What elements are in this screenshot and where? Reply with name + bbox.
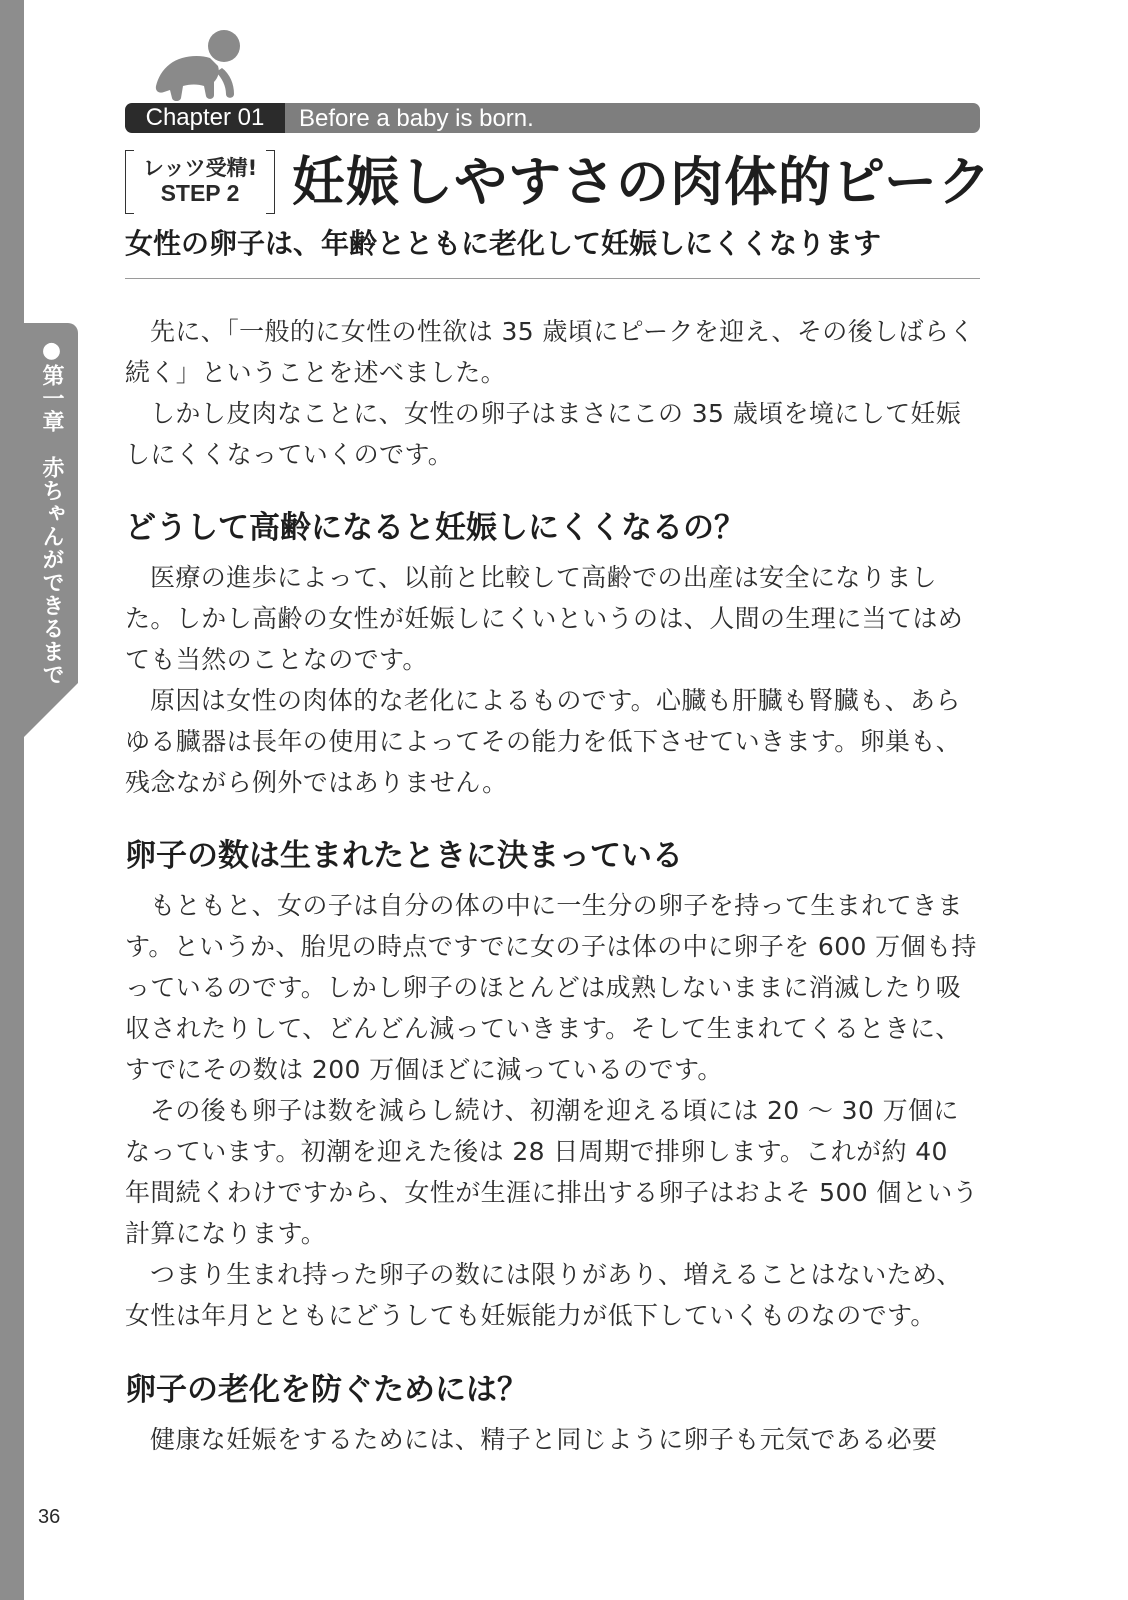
step-label-line1: レッツ受精! bbox=[142, 156, 258, 180]
section-heading-1: どうして高齢になると妊娠しにくくなるの？ bbox=[125, 510, 745, 546]
chapter-subtitle: Before a baby is born. bbox=[299, 105, 534, 132]
step-label bbox=[125, 150, 275, 212]
sidebar-strip bbox=[0, 0, 24, 1600]
chapter-tab-point bbox=[0, 683, 78, 761]
section3-paragraph-1: 健康な妊娠をするためには、精子と同じように卵子も元気である必要 bbox=[150, 1425, 938, 1454]
section2-paragraph-2: その後も卵子は数を減らし続け、初潮を迎える頃には 20 ～ 30 万個になっています。初潮を迎えた後は 28 日周期で排卵します。これが約 40 年間続くわけですから、女性が生涯に排出する卵子はおよそ 500 個という計算になります。 bbox=[125, 1096, 979, 1248]
title-divider bbox=[125, 278, 980, 279]
section1-paragraph-2: 原因は女性の肉体的な老化によるものです。心臓も肝臓も腎臓も、あらゆる臓器は長年の使用によってその能力を低下させていきます。卵巣も、残念ながら例外ではありません。 bbox=[125, 686, 962, 797]
chapter-bar bbox=[125, 103, 980, 133]
chapter-number: Chapter 01 bbox=[125, 103, 285, 133]
page-number: 36 bbox=[38, 1506, 61, 1528]
page-title: 妊娠しやすさの肉体的ピーク bbox=[292, 152, 992, 213]
page-subtitle: 女性の卵子は、年齢とともに老化して妊娠しにくくなります bbox=[125, 227, 882, 260]
section2-paragraph-3: つまり生まれ持った卵子の数には限りがあり、増えることはないため、女性は年月とともにどうしても妊娠能力が低下していくものなのです。 bbox=[125, 1260, 962, 1330]
section-heading-2: 卵子の数は生まれたときに決まっている bbox=[125, 838, 683, 874]
intro-paragraph-2: しかし皮肉なことに、女性の卵子はまさにこの 35 歳頃を境にして妊娠しにくくなっていくのです。 bbox=[125, 399, 962, 469]
chapter-tab-label: ●第一章 赤ちゃんができるまで bbox=[39, 338, 64, 686]
step-label-line2: STEP 2 bbox=[160, 180, 240, 206]
crawling-baby-icon bbox=[150, 28, 250, 102]
intro-paragraph-1: 先に、「一般的に女性の性欲は 35 歳頃にピークを迎え、その後しばらく続く」ということを述べました。 bbox=[125, 317, 975, 387]
section1-paragraph-1: 医療の進歩によって、以前と比較して高齢での出産は安全になりました。しかし高齢の女性が妊娠しにくいというのは、人間の生理に当てはめても当然のことなのです。 bbox=[125, 563, 964, 674]
section2-paragraph-1: もともと、女の子は自分の体の中に一生分の卵子を持って生まれてきます。というか、胎児の時点ですでに女の子は体の中に卵子を 600 万個も持っているのです。しかし卵子のほとんどは成熟しないままに消滅したり吸収されたりして、どんどん減っていきます。そして生まれてくるときに、すでにその数は 200 万個ほどに減っているのです。 bbox=[125, 891, 977, 1084]
section-heading-3: 卵子の老化を防ぐためには？ bbox=[125, 1372, 528, 1408]
